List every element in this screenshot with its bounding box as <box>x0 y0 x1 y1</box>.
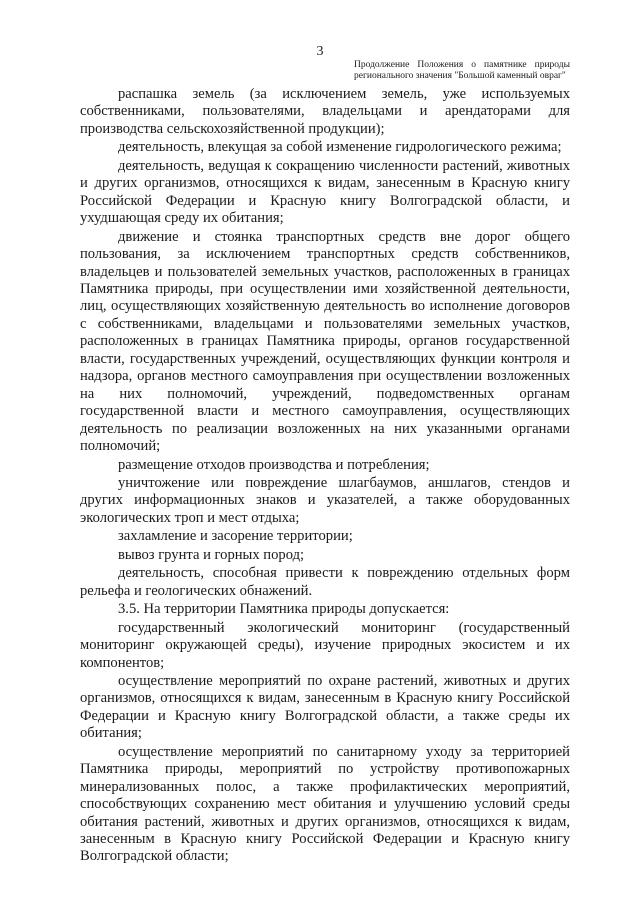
page-number: 3 <box>316 44 324 59</box>
header-note: Продолжение Положения о памятнике природы регионального значения "Большой каменный овраг" <box>354 60 570 81</box>
paragraph: размещение отходов производства и потребления; <box>118 456 430 473</box>
section-heading: 3.5. На территории Памятника природы допускается: <box>118 601 450 618</box>
paragraph: вывоз грунта и горных пород; <box>118 546 305 563</box>
paragraph: распашка земель (за исключением земель, уже используемых собственниками, пользователями, владельцами и арендаторами для производства сельскохозяйственной продукции); <box>80 86 570 137</box>
paragraph: государственный экологический мониторинг (государственный мониторинг окружающей среды), изучение природных экосистем и их компонентов; <box>80 619 570 671</box>
document-body <box>80 86 570 866</box>
paragraph: уничтожение или повреждение шлагбаумов, аншлагов, стендов и других информационных знаков и указателей, а также оборудованных экологических троп и мест отдыха; <box>80 474 570 526</box>
paragraph: захламление и засорение территории; <box>118 528 353 545</box>
paragraph: осуществление мероприятий по санитарному уходу за территорией Памятника природы, мероприятий по устройству противопожарных минерализованных полос, а также профилактических мероприятий, способствующих сохранению мест обитания и улучшению условий среды обитания растений, животных и других организмов, относящихся к видам, занесенным в Красную книгу Российской Федерации и Красную книгу Волгоградской области; <box>80 743 570 865</box>
paragraph: деятельность, ведущая к сокращению численности растений, животных и других организмов, относящихся к видам, занесенным в Красную книгу Российской Федерации и Красную книгу Волгоградской области, и ухудшающая среду их обитания; <box>80 157 570 227</box>
paragraph: деятельность, влекущая за собой изменение гидрологического режима; <box>118 139 562 156</box>
paragraph: движение и стоянка транспортных средств вне дорог общего пользования, за исключением транспортных средств собственников, владельцев и пользователей земельных участков, расположенных в границах Памятника природы, при осуществлении ими хозяйственной деятельности, лиц, осуществляющих хозяйственную деятельность во исполнение договоров с собственниками, владельцами и пользователями земельных участков, расположенных в границах Памятника природы, органов государственной власти, государственных учреждений, осуществляющих функции контроля и надзора, органов местного самоуправления при осуществлении возложенных на них полномочий, учреждений, подведомственных органам государственной власти и местного самоуправления, осуществляющих деятельность по реализации возложенных на них указанными органами полномочий; <box>80 228 570 455</box>
paragraph: деятельность, способная привести к повреждению отдельных форм рельефа и геологических обнажений. <box>80 565 570 599</box>
paragraph: осуществление мероприятий по охране растений, животных и других организмов, относящихся к видам, занесенным в Красную книгу Российской Федерации и Красную книгу Волгоградской области, а также среды их обитания; <box>80 672 570 742</box>
